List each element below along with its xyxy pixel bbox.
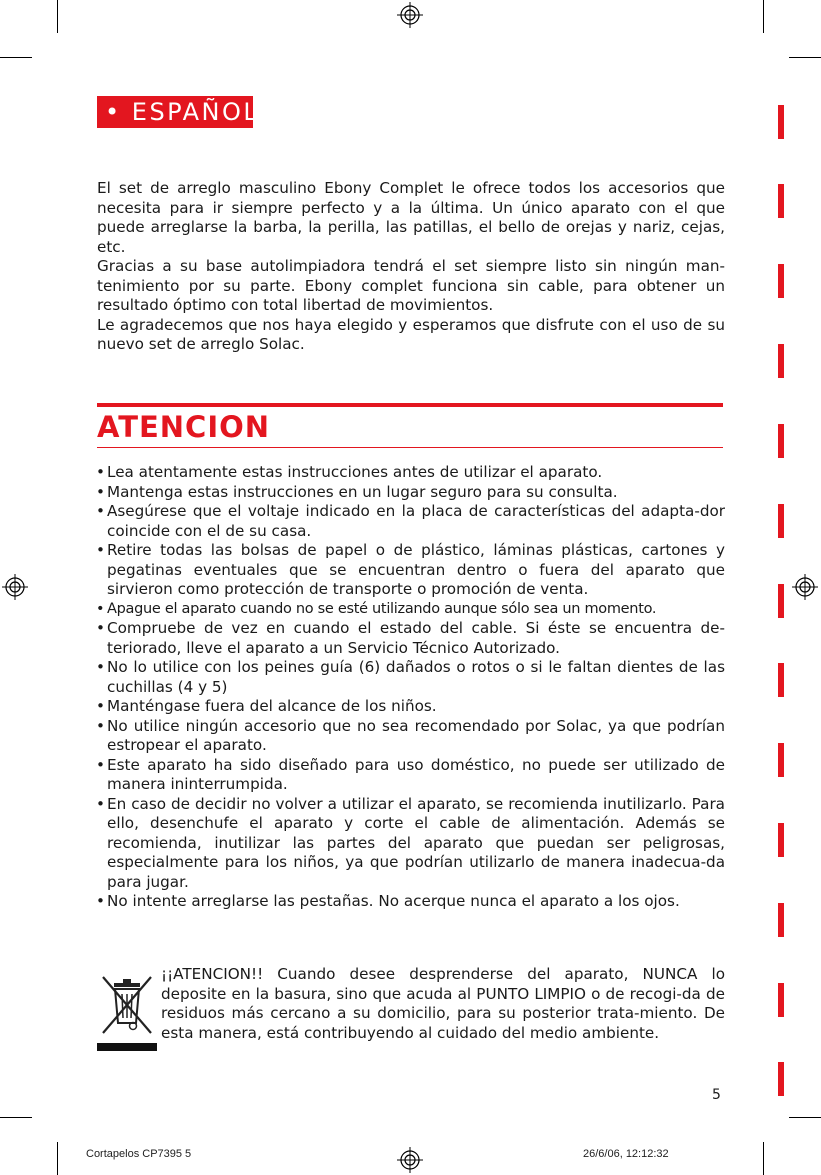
margin-mark [778,743,784,777]
list-item: • Compruebe de vez en cuando el estado del cable. Si éste se encuentra de-teriorado, lleve el aparato a un Servicio Técnico Autorizado. [97,619,725,658]
list-item: • Mantenga estas instrucciones en un lugar seguro para su consulta. [97,483,725,503]
margin-mark [778,105,784,139]
crop-mark [0,1117,32,1118]
recycle-notice-text: ¡¡ATENCION!! Cuando desee desprenderse del aparato, NUNCA lo deposite en la basura, sino que acuda al PUNTO LIMPIO o de recogi-da de residuos más cercano a su domicilio, para su posterior trata-miento. De esta manera, está contribuyendo al cuidado del medio ambiente. [161,965,725,1042]
page-number: 5 [712,1087,721,1103]
list-item: • Lea atentamente estas instrucciones antes de utilizar el aparato. [97,463,725,483]
attention-top-rule [97,403,723,407]
margin-mark [778,663,784,697]
list-item: • Manténgase fuera del alcance de los niños. [97,697,725,717]
margin-mark [778,1062,784,1096]
margin-mark [778,264,784,298]
attention-bottom-rule [97,447,723,448]
list-item: • Este aparato ha sido diseñado para uso doméstico, no puede ser utilizado de manera ininterrumpida. [97,756,725,795]
footer-file-label: Cortapelos CP7395 5 [86,1148,192,1160]
intro-text [97,179,725,355]
margin-mark [778,903,784,937]
language-margin-marks [778,0,784,1175]
margin-mark [778,983,784,1017]
crop-mark [763,0,764,33]
list-item: • Apague el aparato cuando no se esté utilizando aunque sólo sea un momento. [97,600,725,620]
crop-mark [57,1142,58,1175]
crossed-out-wheelie-bin-icon [97,971,157,1053]
registration-mark-icon [2,574,28,600]
margin-mark [778,424,784,458]
margin-mark [778,504,784,538]
intro-paragraph: El set de arreglo masculino Ebony Complet le ofrece todos los accesorios que necesita para ir siempre perfecto y a la última. Un único aparato con el que puede arreglarse la barba, la perilla, las patillas, el bello de orejas y nariz, cejas, etc. [97,179,725,256]
crop-mark [789,57,821,58]
list-item: • Retire todas las bolsas de papel o de plástico, láminas plásticas, cartones y pegatinas eventuales que se encuentran dentro o fuera del aparato que sirvieron como protección de transporte o promoción de venta. [97,541,725,600]
language-section-label: • ESPAÑOL [97,96,253,128]
registration-mark-icon [792,574,818,600]
margin-mark [778,823,784,857]
margin-mark [778,584,784,618]
margin-mark [778,184,784,218]
intro-paragraph: Gracias a su base autolimpiadora tendrá el set siempre listo sin ningún man-tenimiento por su parte. Ebony complet funciona sin cable, para obtener un resultado óptimo con total libertad de movimientos. [97,257,725,314]
crop-mark [763,1142,764,1175]
list-item: • No lo utilice con los peines guía (6) dañados o rotos o si le faltan dientes de las cuchillas (4 y 5) [97,658,725,697]
registration-mark-icon [397,1147,423,1173]
footer-timestamp: 26/6/06, 12:12:32 [583,1148,669,1160]
list-item: • No utilice ningún accesorio que no sea recomendado por Solac, ya que podrían estropear el aparato. [97,717,725,756]
list-item: • En caso de decidir no volver a utilizar el aparato, se recomienda inutilizarlo. Para ello, desenchufe el aparato y corte el cable de alimentación. Además se recomienda, inutilizar las partes del aparato que puedan ser peligrosas, especialmente para los niños, ya que podrían utilizarlo de manera inadecua-da para jugar. [97,795,725,893]
attention-list [97,463,725,912]
attention-heading: ATENCION [97,410,271,444]
crop-mark [0,57,32,58]
margin-mark [778,344,784,378]
list-item: • Asegúrese que el voltaje indicado en la placa de características del adapta-dor coincide con el de su casa. [97,502,725,541]
intro-paragraph: Le agradecemos que nos haya elegido y esperamos que disfrute con el uso de su nuevo set de arreglo Solac. [97,315,725,353]
crop-mark [789,1117,821,1118]
crop-mark [57,0,58,33]
list-item: • No intente arreglarse las pestañas. No acerque nunca el aparato a los ojos. [97,892,725,912]
registration-mark-icon [397,2,423,28]
